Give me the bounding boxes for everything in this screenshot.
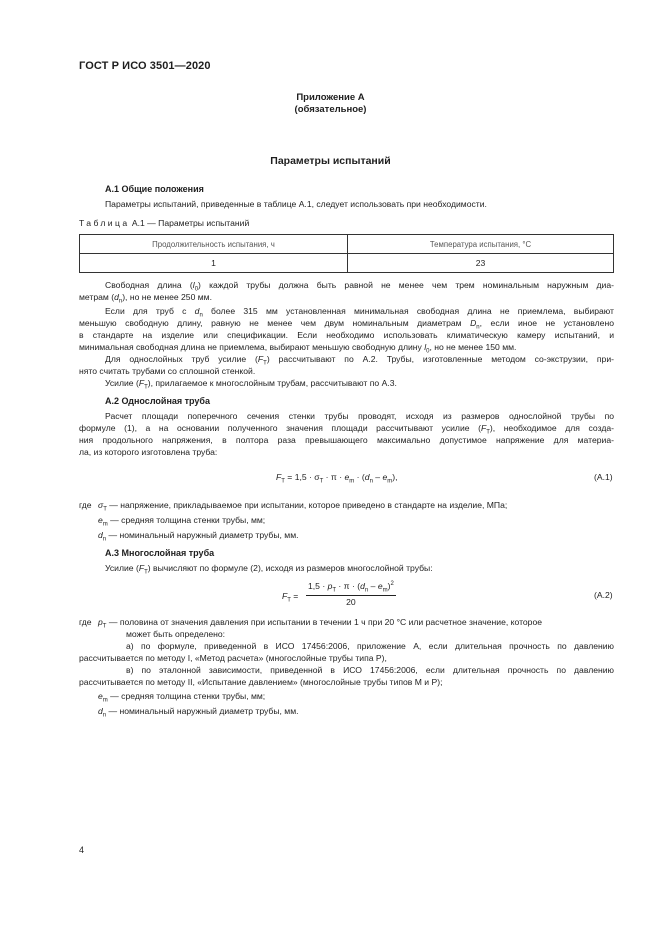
formula-a2-fraction [306,581,396,607]
section-a2-heading: А.2 Однослойная труба [105,396,210,406]
formula-a1: $F_T = 1,5 \cdot \sigma_T \cdot \pi \cdot e_m \cdot (d_n - e_m)$, [276,472,398,485]
a2-def-em: $e_m$ — средняя толщина стенки трубы, мм; [98,515,266,528]
table-caption-prefix: Таблица [79,218,130,228]
formula-a2-denominator: 20 [346,596,356,607]
a3-item-b-line2: рассчитывается по методу II, «Испытание давлением» (многослойные трубы типов М и Р); [79,677,443,687]
a2-p1-line1: Расчет площади поперечного сечения стенки трубы проводят, исходя из размеров однослойной трубы по [105,411,614,421]
table-header-duration: Продолжительность испытания, ч [80,235,348,254]
parameters-table [79,234,614,273]
formula-a2-number: (А.2) [594,590,613,600]
formula-a2-lhs: $F_T$ = [282,591,299,604]
a1-p1-line1: Свободная длина $(l_0)$ каждой трубы должна быть равной не менее чем трем номинальным наружным диа- [105,280,615,293]
section-a3-heading: А.3 Многослойная труба [105,548,215,558]
a2-p1-line2: формуле (1), а на основании полученного значения площади рассчитывают усилие $(F_T)$, необходимое для созда- [79,423,614,436]
table-caption [79,218,249,228]
table-caption-text: А.1 — Параметры испытаний [131,218,250,228]
appendix-title: Приложение А [296,92,365,103]
a1-intro: Параметры испытаний, приведенные в таблице А.1, следует использовать при необходимости. [105,199,487,209]
a3-where: где [79,617,92,627]
a3-def-em: $e_m$ — средняя толщина стенки трубы, мм; [98,691,266,704]
a3-item-a-line2: рассчитывается по методу I, «Метод расчета» (многослойные трубы типа Р), [79,653,387,663]
page-number: 4 [79,845,85,855]
a3-item-b-line1: в) по эталонной зависимости, приведенной в ИСО 17456:2006, если длительная прочность по давлению [126,665,614,675]
a3-item-a-line1: а) по формуле, приведенной в ИСО 17456:2006, приложение А, если длительная прочность по давлению [126,641,614,651]
a1-p2-line1: Если для труб с $d_n$ более 315 мм установленная минимальная свободная длина не приемлема, выбирают [105,306,614,319]
formula-a1-number: (А.1) [594,472,613,482]
a3-def-dn: $d_n$ — номинальный наружный диаметр трубы, мм. [98,706,299,719]
a2-def-dn: $d_n$ — номинальный наружный диаметр трубы, мм. [98,530,299,543]
a3-def-pt: $p_T$ — половина от значения давления при испытании в течении 1 ч при 20 °С или расчетное значение, которое [98,617,543,630]
a2-p1-line4: ла, из которого изготовлена труба: [79,447,218,457]
a1-p2-line3: в стандарте на изделие или спецификации. Если необходимо использовать климатическую камеру испытаний, и [79,330,614,340]
a1-p2-line4: минимальная свободная длина не приемлема, выбирают меньшую свободную длину $l_0$, но не менее 150 мм. [79,342,517,355]
table-header-row [80,235,614,254]
table-cell-temperature: 23 [348,254,614,273]
a1-p2-line2: меньшую свободную длину, равную не менее чем двум номинальным диаметрам $D_n$, если иное не установлено [79,318,614,331]
a1-p1-line2: метрам $(d_n)$, но не менее 250 мм. [79,292,212,305]
a2-p1-line3: ния продольного напряжения, в полтора раза превышающего максимально допустимое напряжение для материа- [79,435,614,445]
a1-p3-line1: Для однослойных труб усилие $(F_T)$ рассчитывают по А.2. Трубы, изготовленные методом со-экструзии, при- [105,354,614,367]
a3-p1: Усилие $(F_T)$ вычисляют по формуле (2), исходя из размеров многослойной трубы: [105,563,433,576]
formula-a2-numerator: $1,5 \cdot p_T \cdot \pi \cdot (d_n - e_m)^2$ [308,581,394,594]
appendix-subtitle: (обязательное) [294,104,367,115]
table-row [80,254,614,273]
a1-p4: Усилие $(F_T)$, прилагаемое к многослойным трубам, рассчитывают по А.3. [105,378,397,391]
section-a1-heading: А.1 Общие положения [105,184,204,194]
page-title: Параметры испытаний [270,155,391,167]
standard-header: ГОСТ Р ИСО 3501—2020 [79,60,211,72]
a2-where: где [79,500,92,510]
a2-def-sigma: $\sigma_T$ — напряжение, прикладываемое при испытании, которое приведено в стандарте на изделие, МПа; [98,500,508,513]
a1-p3-line2: нято считать трубами со сплошной стенкой. [79,366,256,376]
table-cell-duration: 1 [80,254,348,273]
a3-def-pt-cont: может быть определено: [126,629,226,639]
table-header-temperature: Температура испытания, °С [348,235,614,254]
